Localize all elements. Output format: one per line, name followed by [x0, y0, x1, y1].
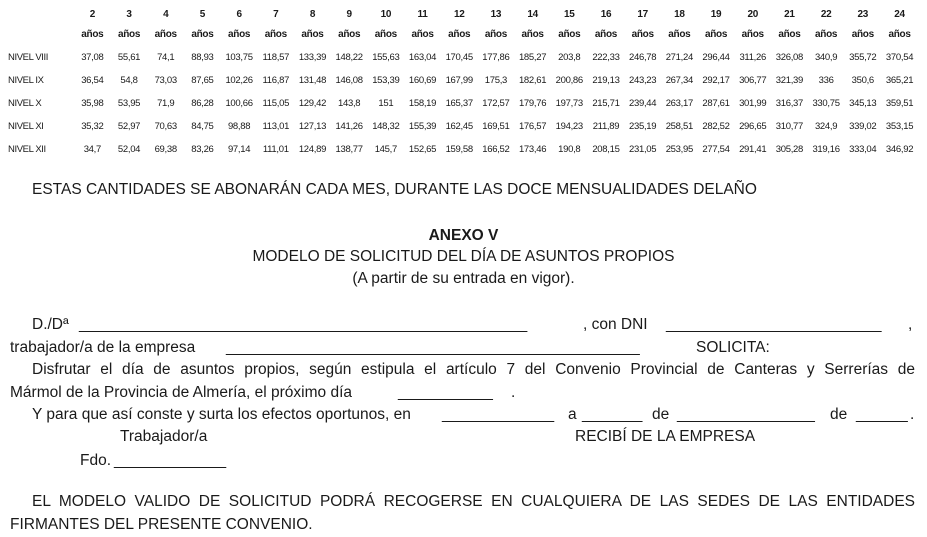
unit-header: años [594, 28, 618, 40]
table-cell: 115,05 [262, 98, 290, 109]
table-cell: 35,98 [81, 98, 104, 109]
unit-header: años [778, 28, 801, 40]
table-cell: 138,77 [335, 144, 363, 155]
table-cell: 176,57 [518, 121, 547, 132]
unit-header: años [374, 28, 397, 40]
unit-header: años [81, 28, 104, 40]
table-row [8, 138, 918, 161]
unit-header: años [154, 28, 177, 40]
table-cell: 145,7 [374, 144, 397, 155]
table-cell: 118,57 [262, 52, 290, 63]
place-blank[interactable]: _____________ [442, 406, 555, 423]
level-label: NIVEL X [8, 98, 42, 109]
date-request-period: . [511, 384, 516, 401]
table-cell: 277,54 [702, 144, 730, 155]
table-cell: 287,61 [702, 98, 730, 109]
table-cell: 222,33 [592, 52, 620, 63]
month-blank[interactable]: ________________ [677, 406, 815, 423]
year-period: . [910, 406, 915, 423]
table-cell: 141,26 [335, 121, 363, 132]
table-cell: 179,76 [518, 98, 547, 109]
year-header: 16 [600, 8, 612, 20]
table-cell: 54,8 [120, 75, 138, 86]
table-cell: 152,65 [408, 144, 437, 155]
unit-header: años [521, 28, 544, 40]
table-cell: 182,61 [518, 75, 547, 86]
table-cell: 296,65 [739, 121, 767, 132]
table-cell: 231,05 [629, 144, 657, 155]
year-header: 13 [490, 8, 502, 20]
unit-header: años [228, 28, 251, 40]
table-row [8, 69, 918, 92]
footer-line-2: FIRMANTES DEL PRESENTE CONVENIO. [10, 516, 313, 533]
dni-comma: , [908, 316, 913, 333]
footer-line-1: EL MODELO VALIDO DE SOLICITUD PODRÁ RECOGERSE EN CUALQUIERA DE LAS SEDES DE LAS ENTIDADES [32, 493, 915, 510]
table-cell: 355,72 [849, 52, 877, 63]
table-cell: 306,77 [739, 75, 767, 86]
level-label: NIVEL IX [8, 75, 44, 86]
table-cell: 146,08 [335, 75, 363, 86]
table-cell: 197,73 [555, 98, 583, 109]
table-cell: 52,97 [117, 121, 141, 132]
year-header: 21 [784, 8, 795, 20]
table-cell: 173,46 [518, 144, 547, 155]
table-cell: 311,26 [739, 52, 766, 63]
table-cell: 151 [378, 98, 394, 109]
unit-header: años [815, 28, 838, 40]
annex-subtitle-note: (A partir de su entrada en vigor). [352, 270, 575, 287]
table-cell: 292,17 [702, 75, 730, 86]
applicant-label: D./Dª [32, 316, 69, 333]
company-blank[interactable]: ________________________________________________ [226, 339, 640, 356]
table-cell: 55,61 [117, 52, 141, 63]
unit-header: años [558, 28, 581, 40]
table-cell: 346,92 [885, 144, 914, 155]
year-header: 4 [163, 8, 169, 20]
table-cell: 333,04 [849, 144, 877, 155]
year-header: 10 [380, 8, 392, 20]
table-cell: 172,57 [482, 98, 510, 109]
table-cell: 190,8 [558, 144, 581, 155]
dni-blank[interactable]: _________________________ [666, 316, 882, 333]
table-cell: 167,99 [445, 75, 473, 86]
table-cell: 70,63 [154, 121, 177, 132]
unit-header: años [631, 28, 654, 40]
year-header: 15 [564, 8, 575, 20]
table-cell: 148,22 [335, 52, 363, 63]
year-header: 17 [637, 8, 648, 20]
year-header: 9 [346, 8, 352, 20]
unit-header: años [851, 28, 874, 40]
table-cell: 74,1 [157, 52, 175, 63]
table-cell: 263,17 [665, 98, 693, 109]
day-blank[interactable]: _______ [582, 406, 643, 423]
request-text: Disfrutar el día de asuntos propios, según estipula el artículo 7 del Convenio Provincial de Canteras y Serrerías de [32, 361, 915, 378]
table-cell: 365,21 [885, 75, 914, 86]
table-cell: 166,52 [482, 144, 510, 155]
table-cell: 97,14 [227, 144, 251, 155]
table-cell: 163,04 [408, 52, 437, 63]
year-header: 24 [894, 8, 905, 20]
day-label: a [568, 406, 577, 423]
table-cell: 153,39 [372, 75, 400, 86]
table-cell: 100,66 [225, 98, 253, 109]
year-header: 8 [309, 8, 316, 20]
table-cell: 330,75 [812, 98, 840, 109]
unit-header: años [338, 28, 361, 40]
table-cell: 148,32 [372, 121, 400, 132]
table-cell: 131,48 [298, 75, 327, 86]
years-header-row [8, 6, 918, 22]
place-label: Y para que así conste y surta los efectos oportunos, en [32, 406, 411, 423]
unit-header: años [668, 28, 691, 40]
annex-title: ANEXO V [428, 227, 499, 244]
year-header: 20 [747, 8, 758, 20]
company-label: trabajador/a de la empresa [10, 339, 196, 356]
month-label: de [652, 406, 670, 423]
year-header: 5 [199, 8, 206, 20]
table-cell: 129,42 [298, 98, 327, 109]
table-cell: 271,24 [665, 52, 693, 63]
annex-subtitle: MODELO DE SOLICITUD DEL DÍA DE ASUNTOS PROPIOS [252, 248, 675, 265]
table-cell: 160,69 [408, 75, 437, 86]
table-cell: 359,51 [885, 98, 914, 109]
table-cell: 162,45 [445, 121, 473, 132]
table-cell: 258,51 [665, 121, 693, 132]
solicita-label: SOLICITA: [696, 339, 770, 356]
table-cell: 53,95 [117, 98, 141, 109]
table-cell: 155,39 [408, 121, 437, 132]
unit-header: años [448, 28, 471, 40]
table-cell: 158,19 [408, 98, 437, 109]
year-header: 11 [417, 8, 428, 20]
table-cell: 340,9 [814, 52, 838, 63]
table-row [8, 46, 918, 69]
table-cell: 35,32 [81, 121, 104, 132]
table-cell: 102,26 [225, 75, 253, 86]
dni-label: , con DNI [583, 316, 648, 333]
table-cell: 175,3 [484, 75, 508, 86]
table-cell: 159,58 [445, 144, 473, 155]
table-cell: 170,45 [445, 52, 473, 63]
year-blank[interactable]: ______ [856, 406, 908, 423]
unit-header: años [484, 28, 507, 40]
table-row [8, 115, 918, 138]
table-cell: 235,19 [629, 121, 657, 132]
table-cell: 310,77 [775, 121, 804, 132]
level-label: NIVEL VIII [8, 52, 48, 63]
date-request-label: Mármol de la Provincia de Almería, el próximo día [10, 384, 353, 401]
table-cell: 296,44 [702, 52, 730, 63]
signature-blank[interactable]: _____________ [114, 452, 227, 469]
monthly-payment-note: ESTAS CANTIDADES SE ABONARÁN CADA MES, DURANTE LAS DOCE MENSUALIDADES DELAÑO [32, 181, 757, 198]
table-cell: 113,01 [262, 121, 290, 132]
year-header: 23 [857, 8, 869, 20]
table-cell: 370,54 [885, 52, 914, 63]
table-cell: 282,52 [702, 121, 730, 132]
year-header: 22 [820, 8, 832, 20]
table-cell: 239,44 [629, 98, 657, 109]
year-header: 19 [710, 8, 722, 20]
table-row [8, 92, 918, 115]
table-cell: 316,37 [775, 98, 804, 109]
worker-label: Trabajador/a [120, 428, 208, 445]
table-cell: 185,27 [518, 52, 547, 63]
table-cell: 116,87 [262, 75, 290, 86]
year-header: 2 [89, 8, 95, 20]
table-cell: 111,01 [262, 144, 289, 155]
table-cell: 194,23 [555, 121, 583, 132]
unit-header: años [411, 28, 434, 40]
table-cell: 83,26 [191, 144, 214, 155]
received-label: RECIBÍ DE LA EMPRESA [575, 428, 756, 445]
year-label: de [830, 406, 848, 423]
table-cell: 339,02 [849, 121, 877, 132]
unit-header: años [191, 28, 214, 40]
table-cell: 169,51 [482, 121, 510, 132]
signature-label: Fdo. [80, 452, 112, 469]
table-cell: 127,13 [298, 121, 327, 132]
year-header: 14 [527, 8, 538, 20]
table-cell: 211,89 [592, 121, 620, 132]
table-cell: 98,88 [227, 121, 251, 132]
table-cell: 34,7 [83, 144, 101, 155]
table-cell: 345,13 [849, 98, 877, 109]
table-cell: 336 [818, 75, 834, 86]
table-cell: 203,8 [558, 52, 581, 63]
table-cell: 133,39 [298, 52, 327, 63]
unit-header: años [301, 28, 324, 40]
date-request-blank[interactable]: ___________ [398, 384, 493, 401]
table-cell: 350,6 [851, 75, 874, 86]
unit-header: años [264, 28, 287, 40]
table-cell: 165,37 [445, 98, 473, 109]
table-cell: 219,13 [592, 75, 620, 86]
level-label: NIVEL XI [8, 121, 44, 132]
table-cell: 124,89 [298, 144, 327, 155]
table-cell: 267,34 [665, 75, 693, 86]
table-cell: 200,86 [555, 75, 583, 86]
table-cell: 36,54 [81, 75, 104, 86]
table-cell: 69,38 [154, 144, 177, 155]
year-header: 3 [126, 8, 132, 20]
table-cell: 73,03 [154, 75, 177, 86]
table-cell: 84,75 [191, 121, 214, 132]
applicant-name-blank[interactable]: ____________________________________________________ [79, 316, 528, 333]
units-header-row [8, 22, 918, 46]
table-cell: 353,15 [885, 121, 914, 132]
table-cell: 87,65 [191, 75, 214, 86]
table-cell: 305,28 [775, 144, 804, 155]
table-cell: 155,63 [372, 52, 400, 63]
table-cell: 88,93 [191, 52, 214, 63]
table-cell: 319,16 [812, 144, 840, 155]
unit-header: años [888, 28, 911, 40]
table-cell: 37,08 [81, 52, 104, 63]
table-cell: 143,8 [338, 98, 361, 109]
table-cell: 291,41 [739, 144, 767, 155]
unit-header: años [741, 28, 764, 40]
year-header: 6 [236, 8, 242, 20]
table-cell: 103,75 [225, 52, 253, 63]
year-header: 18 [674, 8, 685, 20]
table-cell: 177,86 [482, 52, 510, 63]
level-label: NIVEL XII [8, 144, 46, 155]
table-cell: 52,04 [117, 144, 141, 155]
table-cell: 326,08 [775, 52, 804, 63]
table-cell: 324,9 [814, 121, 838, 132]
salary-table [8, 6, 918, 161]
table-cell: 321,39 [775, 75, 804, 86]
unit-header: años [117, 28, 141, 40]
unit-header: años [704, 28, 728, 40]
table-cell: 71,9 [157, 98, 175, 109]
year-header: 7 [273, 8, 279, 20]
table-cell: 215,71 [592, 98, 620, 109]
table-cell: 86,28 [191, 98, 214, 109]
year-header: 12 [453, 8, 465, 20]
table-cell: 301,99 [739, 98, 767, 109]
table-body [8, 46, 918, 161]
table-cell: 208,15 [592, 144, 620, 155]
table-cell: 246,78 [629, 52, 657, 63]
table-cell: 253,95 [665, 144, 693, 155]
table-cell: 243,23 [629, 75, 657, 86]
